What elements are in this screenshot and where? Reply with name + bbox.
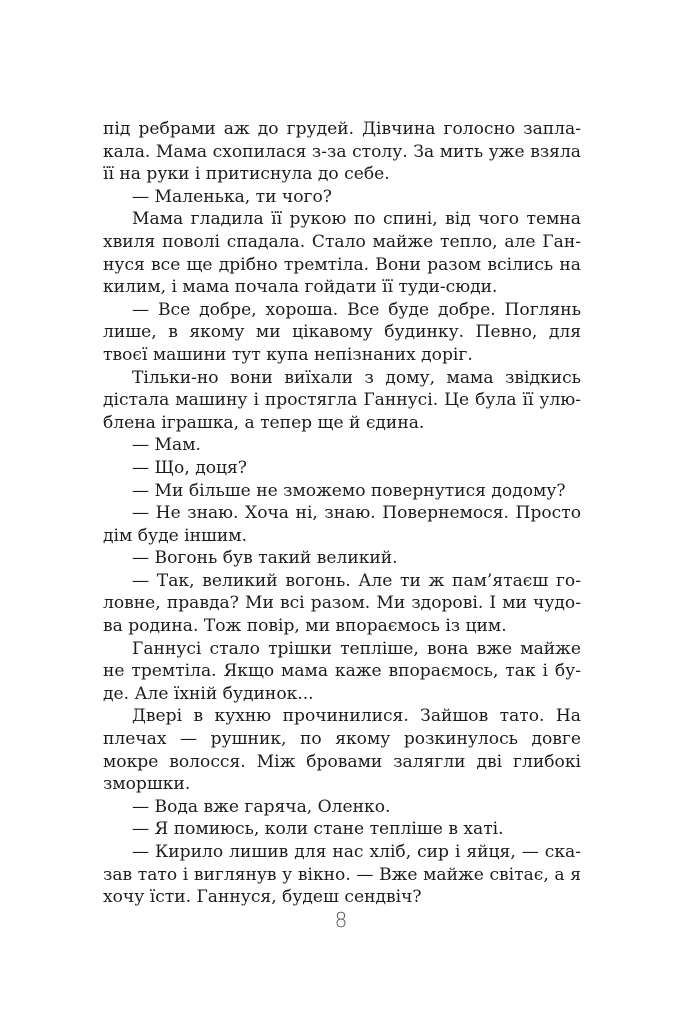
body-text [103,118,581,909]
paragraph: — Вода вже гаряча, Оленко. [132,796,391,817]
paragraph: Ганнусі стало трішки тепліше, вона вже майже не тремтіла. Якщо мама каже впораємось, так і буде. Але їхній будинок... [103,638,581,704]
paragraph: — Вогонь був такий великий. [132,548,398,569]
paragraph: Тільки-но вони виїхали з дому, мама звідкись дістала машину і простягла Ганнусі. Це була її улюблена іграшка, а тепер ще й єдина. [103,367,581,433]
paragraph: — Не знаю. Хоча ні, знаю. Повернемося. Просто дім буде іншим. [103,503,581,546]
page-number: 8 [334,908,348,932]
paragraph: — Ми більше не зможемо повернутися додому? [132,480,566,501]
paragraph: — Так, великий вогонь. Але ти ж пам’ятаєш головне, правда? Ми всі разом. Ми здорові. І ми чудова родина. Тож повір, ми впораємось із цим. [103,570,581,637]
paragraph: Двері в кухню прочинилися. Зайшов тато. На плечах — рушник, по якому розкинулось довге мокре волосся. Між бровами залягли дві глибокі зморшки. [103,706,581,795]
paragraph: — Кирило лишив для нас хліб, сир і яйця, — сказав тато і виглянув у вікно. — Вже майже світає, а я хочу їсти. Ганнуся, будеш сендвіч? [103,842,581,908]
paragraph: Мама гладила її рукою по спині, від чого темна хвиля поволі спадала. Стало майже тепло, але Ганнуся все ще дрібно тремтіла. Вони разом всілись на килим, і мама почала гойдати її туди-сюди. [103,209,581,298]
paragraph: — Маленька, ти чого? [132,186,332,207]
paragraph: — Все добре, хороша. Все буде добре. Поглянь лише, в якому ми цікавому будинку. Певно, для твоєї машини тут купа непізнаних доріг. [103,299,581,365]
paragraph: під ребрами аж до грудей. Дівчина голосно заплакала. Мама схопилася з-за столу. За мить уже взяла її на руки і притиснула до себе. [103,119,581,185]
paragraph: — Я помиюсь, коли стане тепліше в хаті. [132,819,504,840]
paragraph: — Мам. [132,435,201,456]
paragraph: — Що, доця? [132,457,247,478]
